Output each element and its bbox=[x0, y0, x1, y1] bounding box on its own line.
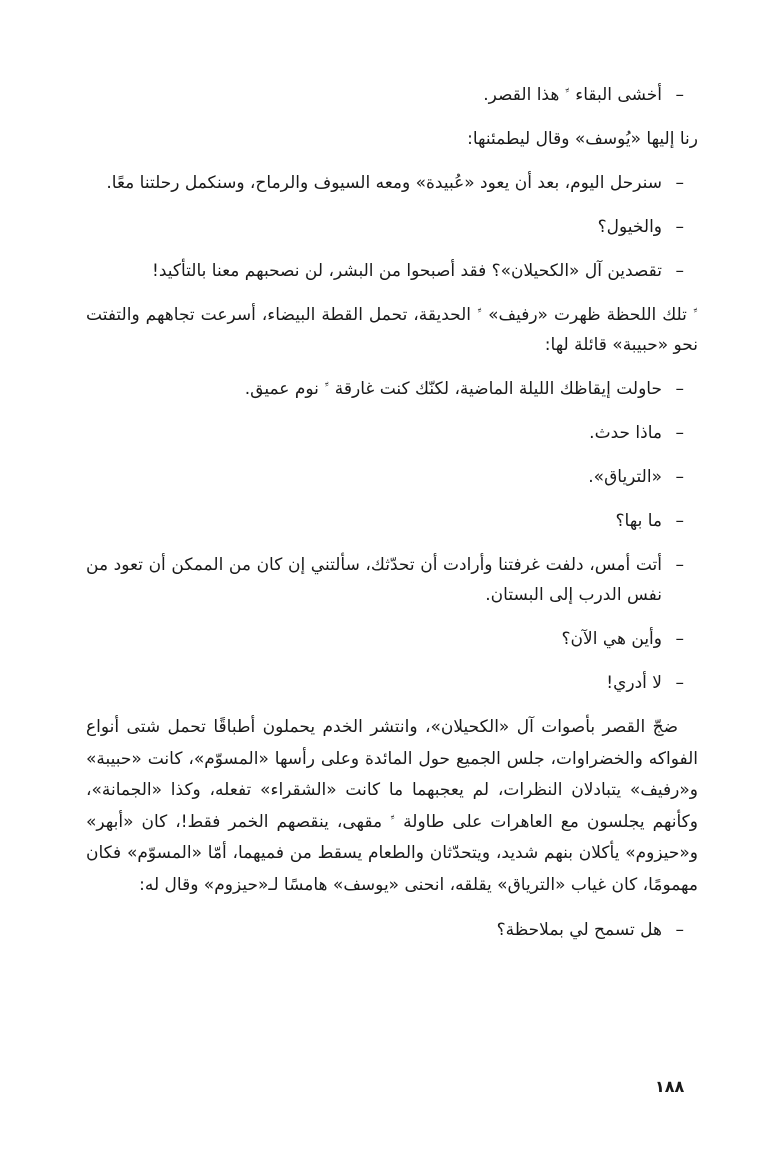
narrative-paragraph: رنا إليها «يُوسف» وقال ليطمئنها: bbox=[467, 129, 698, 149]
dialogue-dash: – bbox=[675, 379, 684, 399]
dialogue-line bbox=[86, 168, 698, 198]
book-page bbox=[86, 80, 698, 959]
dialogue-dash: – bbox=[675, 423, 684, 443]
dialogue-text: هل تسمح لي بملاحظة؟ bbox=[496, 920, 662, 940]
dialogue-dash: – bbox=[675, 261, 684, 281]
dialogue-text: وأين هي الآن؟ bbox=[561, 629, 662, 649]
dialogue-dash: – bbox=[675, 555, 684, 575]
dialogue-line bbox=[86, 915, 698, 945]
narrative-paragraph: ضجّ القصر بأصوات آل «الكحيلان»، وانتشر الخدم يحملون أطباقًا تحمل شتى أنواع الفواكه والخضراوات، جلس الجميع حول المائدة وعلى رأسها «المسوّم»، كانت «حبيبة» و«رفيف» يتبادلان النظرات، لم يعجبهما ما كانت «الشقراء» تفعله، وكذا «الجمانة»، وكأنهم يجلسون مع العاهرات على طاولة ﱢ مقهى، ينقصهم الخمر فقط!، كان «أبهر» و«حيزوم» يأكلان بنهم شديد، ويتحدّثان والطعام يسقط من فميهما، أمّا «المسوّم» فكان مهمومًا، كان غياب «الترياق» يقلقه، انحنى «يوسف» هامسًا لـ«حيزوم» وقال له: bbox=[86, 717, 698, 895]
dialogue-line bbox=[86, 462, 698, 492]
dialogue-dash: – bbox=[675, 467, 684, 487]
narrative-paragraph: ﱢ تلك اللحظة ظهرت «رفيف» ﱢ الحديقة، تحمل القطة البيضاء، أسرعت تجاههم والتفتت نحو «حبيبة» قائلة لها: bbox=[86, 305, 698, 355]
dialogue-line bbox=[86, 624, 698, 654]
dialogue-line bbox=[86, 550, 698, 610]
dialogue-text: حاولت إيقاظك الليلة الماضية، لكنّك كنت غارقة ﱢ نوم عميق. bbox=[244, 379, 662, 399]
dialogue-text: تقصدين آل «الكحيلان»؟ فقد أصبحوا من البشر، لن نصحبهم معنا بالتأكيد! bbox=[152, 261, 662, 281]
page-number: ١٨٨ bbox=[655, 1077, 685, 1096]
dialogue-text: أخشى البقاء ﱢ هذا القصر. bbox=[483, 85, 662, 105]
dialogue-dash: – bbox=[675, 920, 684, 940]
dialogue-text: ما بها؟ bbox=[615, 511, 662, 531]
dialogue-text: ماذا حدث. bbox=[589, 423, 662, 443]
dialogue-line bbox=[86, 668, 698, 698]
dialogue-dash: – bbox=[675, 673, 684, 693]
dialogue-dash: – bbox=[675, 511, 684, 531]
dialogue-text: «الترياق». bbox=[588, 467, 662, 487]
dialogue-line bbox=[86, 80, 698, 110]
dialogue-line bbox=[86, 418, 698, 448]
dialogue-text: أتت أمس، دلفت غرفتنا وأرادت أن تحدّثك، سألتني إن كان من الممكن أن تعود من نفس الدرب إلى البستان. bbox=[86, 555, 662, 605]
dialogue-dash: – bbox=[675, 629, 684, 649]
dialogue-text: لا أدري! bbox=[606, 673, 662, 693]
dialogue-text: والخيول؟ bbox=[597, 217, 662, 237]
dialogue-line bbox=[86, 256, 698, 286]
dialogue-dash: – bbox=[675, 217, 684, 237]
dialogue-line bbox=[86, 212, 698, 242]
dialogue-line bbox=[86, 374, 698, 404]
dialogue-dash: – bbox=[675, 85, 684, 105]
dialogue-dash: – bbox=[675, 173, 684, 193]
dialogue-line bbox=[86, 506, 698, 536]
dialogue-text: سنرحل اليوم، بعد أن يعود «عُبيدة» ومعه السيوف والرماح، وسنكمل رحلتنا معًا. bbox=[106, 173, 662, 193]
